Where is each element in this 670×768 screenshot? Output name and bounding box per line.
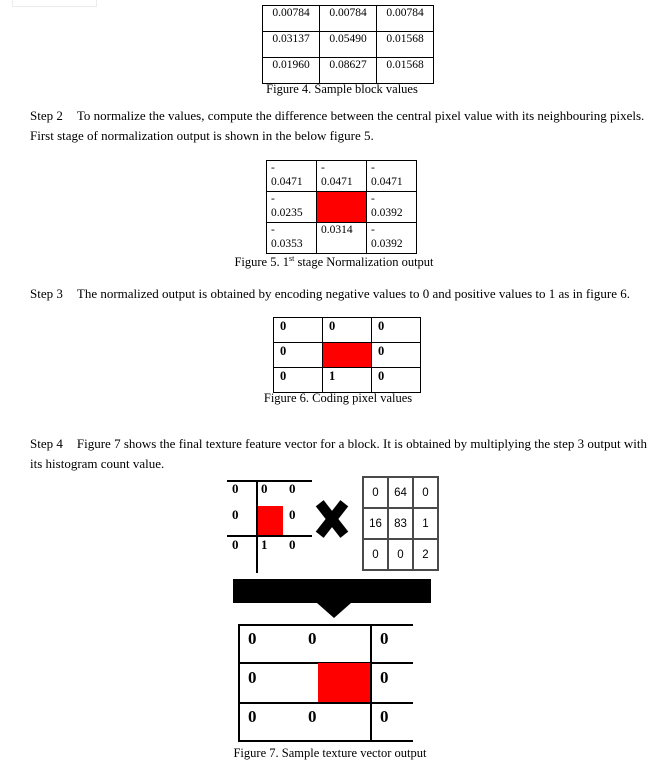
table-cell: - 0.0392 <box>367 223 417 254</box>
highlighted-center-cell <box>317 192 367 223</box>
step4-label: Step 4 <box>30 436 63 451</box>
step3-text: The normalized output is obtained by encoding negative values to 0 and positive values to 1 as in figure 6. <box>76 286 630 301</box>
step3-label: Step 3 <box>30 286 63 301</box>
table-row <box>363 508 438 539</box>
mult-left-grid <box>227 478 317 578</box>
figure4-table <box>262 5 434 84</box>
table-row <box>363 539 438 570</box>
highlighted-center-cell <box>258 506 283 535</box>
table-cell: - 0.0235 <box>267 192 317 223</box>
table-cell: - 0.0471 <box>317 161 367 192</box>
table-cell: 0 <box>372 343 421 368</box>
table-cell: - 0.0471 <box>367 161 417 192</box>
figure7-caption: Figure 7. Sample texture vector output <box>233 746 427 760</box>
table-cell: 0 <box>274 318 323 343</box>
table-cell: - 0.0471 <box>267 161 317 192</box>
table-cell: 16 <box>363 508 388 539</box>
multiplication-x-icon <box>319 503 345 535</box>
figure5-table <box>266 160 417 254</box>
grid-line <box>227 480 312 482</box>
table-cell: 0.01960 <box>263 58 320 84</box>
table-cell: 0 <box>323 318 372 343</box>
table-row <box>263 58 434 84</box>
cropped-panel-artifact <box>12 0 97 7</box>
grid-value: 0 <box>308 707 317 726</box>
table-row <box>274 343 421 368</box>
table-cell: 0.00784 <box>377 6 434 32</box>
table-row <box>263 6 434 32</box>
table-cell: 0 <box>363 539 388 570</box>
table-cell: 0.01568 <box>377 32 434 58</box>
highlighted-center-cell <box>323 343 372 368</box>
grid-line <box>238 740 413 742</box>
table-row <box>274 318 421 343</box>
table-cell: 0 <box>363 477 388 508</box>
table-cell: 0 <box>274 343 323 368</box>
figure4-caption: Figure 4. Sample block values <box>266 82 418 96</box>
grid-value: 0 <box>308 629 317 648</box>
mult-right-grid <box>362 476 439 571</box>
table-cell: 1 <box>413 508 438 539</box>
grid-line <box>370 624 372 742</box>
figure5-caption: Figure 5. 1st stage Normalization output <box>234 254 434 270</box>
table-cell: 0.08627 <box>320 58 377 84</box>
grid-value: 0 <box>261 481 268 496</box>
grid-value: 0 <box>380 629 389 648</box>
step2-paragraph <box>30 106 652 145</box>
superscript-st: st <box>288 254 295 263</box>
grid-line <box>227 535 312 537</box>
table-row <box>267 192 417 223</box>
table-cell: - 0.0353 <box>267 223 317 254</box>
table-row <box>263 32 434 58</box>
table-cell: 0.00784 <box>320 6 377 32</box>
down-arrow-head-icon <box>317 603 351 618</box>
table-row <box>363 477 438 508</box>
grid-value: 0 <box>289 507 296 522</box>
table-cell: 0 <box>274 368 323 393</box>
grid-line <box>238 702 413 704</box>
table-row <box>267 161 417 192</box>
step4-paragraph <box>30 434 652 473</box>
step2-text: To normalize the values, compute the difference between the central pixel value with its neighbouring pixels. First stage of normalization output is shown in the below figure 5. <box>30 108 645 143</box>
step3-paragraph <box>30 284 652 304</box>
grid-value: 0 <box>289 537 296 552</box>
grid-value: 0 <box>248 707 257 726</box>
grid-value: 0 <box>232 481 239 496</box>
table-cell: 0 <box>372 368 421 393</box>
table-cell: 0 <box>388 539 413 570</box>
figure7-grid <box>238 624 418 744</box>
figure6-caption: Figure 6. Coding pixel values <box>263 391 413 405</box>
grid-value: 0 <box>380 707 389 726</box>
table-cell: 64 <box>388 477 413 508</box>
table-row <box>267 223 417 254</box>
grid-value: 0 <box>248 629 257 648</box>
step2-label: Step 2 <box>30 108 63 123</box>
table-cell: - 0.0392 <box>367 192 417 223</box>
table-cell: 0.03137 <box>263 32 320 58</box>
grid-value: 0 <box>232 537 239 552</box>
grid-value: 0 <box>232 507 239 522</box>
grid-value: 1 <box>261 537 268 552</box>
table-cell: 0 <box>372 318 421 343</box>
grid-line <box>238 624 413 626</box>
down-arrow-bar <box>233 579 431 603</box>
table-cell: 0.05490 <box>320 32 377 58</box>
grid-value: 0 <box>289 481 296 496</box>
table-cell: 0.0314 <box>317 223 367 254</box>
highlighted-center-cell <box>318 663 370 702</box>
figure6-table <box>273 317 421 393</box>
table-cell: 1 <box>323 368 372 393</box>
step4-text: Figure 7 shows the final texture feature vector for a block. It is obtained by multiplying the step 3 output with its histogram count value. <box>30 436 647 471</box>
grid-line <box>238 624 240 742</box>
grid-value: 0 <box>248 668 257 687</box>
grid-value: 0 <box>380 668 389 687</box>
table-cell: 0 <box>413 477 438 508</box>
table-cell: 0.01568 <box>377 58 434 84</box>
table-cell: 2 <box>413 539 438 570</box>
table-row <box>274 368 421 393</box>
highlighted-center-cell: 83 <box>388 508 413 539</box>
table-cell: 0.00784 <box>263 6 320 32</box>
